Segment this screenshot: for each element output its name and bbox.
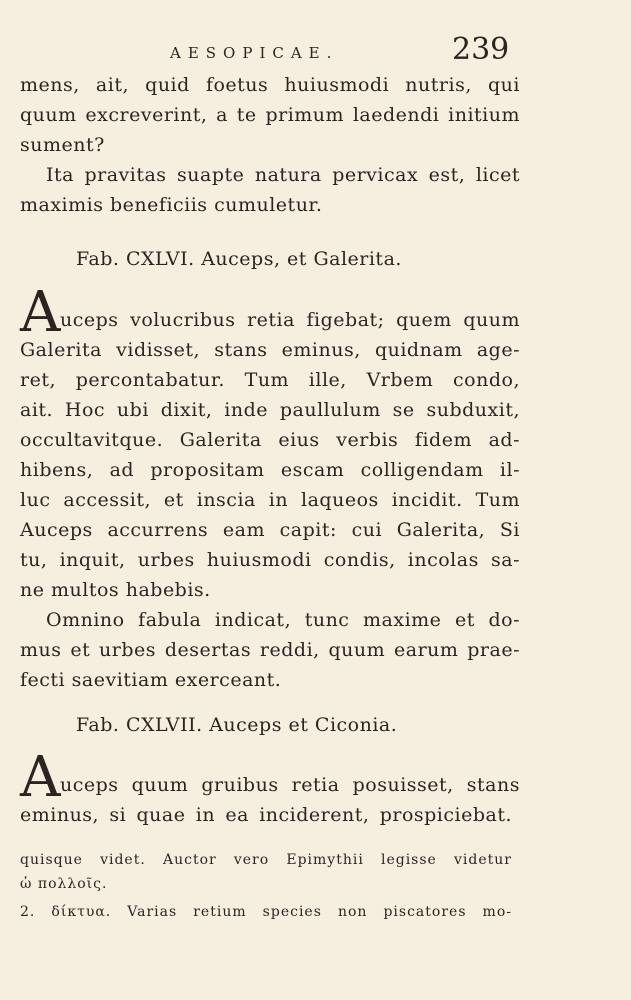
- footnote-line: 2. δίκτυα. Varias retium species non piscatores mo-: [20, 904, 512, 920]
- text-line: uceps quum gruibus retia posuisset, stans: [60, 774, 520, 796]
- text-line: Galerita vidisset, stans eminus, quidnam age-: [20, 339, 520, 361]
- text-line: Auceps accurrens eam capit: cui Galerita, Si: [20, 519, 520, 541]
- footnote-line: quisque videt. Auctor vero Epimythii legisse videtur: [20, 852, 512, 868]
- text-line: ret, percontabatur. Tum ille, Vrbem condo,: [20, 369, 520, 391]
- footnote-line: ὡ πολλοῖς.: [20, 876, 108, 892]
- text-line: occultavitque. Galerita eius verbis fidem ad-: [20, 429, 520, 451]
- text-line: ne multos habebis.: [20, 579, 211, 601]
- text-line: luc accessit, et inscia in laqueos incidit. Tum: [20, 489, 520, 511]
- text-line: eminus, si quae in ea inciderent, prospiciebat.: [20, 804, 512, 826]
- text-line: quum excreverint, a te primum laedendi initium: [20, 104, 520, 126]
- text-line: hibens, ad propositam escam colligendam il-: [20, 459, 520, 481]
- text-line: uceps volucribus retia figebat; quem quum: [60, 309, 520, 331]
- text-line: mens, ait, quid foetus huiusmodi nutris, qui: [20, 74, 520, 96]
- drop-cap: A: [20, 280, 61, 345]
- text-line: mus et urbes desertas reddi, quum earum prae-: [20, 639, 520, 661]
- text-line: Omnino fabula indicat, tunc maxime et do-: [46, 609, 520, 631]
- fable-title: Fab. CXLVII. Auceps et Ciconia.: [76, 714, 398, 736]
- drop-cap: A: [20, 745, 61, 810]
- text-line: ait. Hoc ubi dixit, inde paullulum se subduxit,: [20, 399, 520, 421]
- page-number: 239: [452, 32, 510, 67]
- fable-title: Fab. CXLVI. Auceps, et Galerita.: [76, 248, 402, 270]
- text-line: Ita pravitas suapte natura pervicax est, licet: [46, 164, 520, 186]
- running-head: [0, 32, 631, 70]
- text-line: tu, inquit, urbes huiusmodi condis, incolas sa-: [20, 549, 520, 571]
- running-head-title: AESOPICAE.: [170, 44, 339, 62]
- text-line: fecti saevitiam exerceant.: [20, 669, 282, 691]
- text-line: maximis beneficiis cumuletur.: [20, 194, 323, 216]
- text-line: sument?: [20, 134, 105, 156]
